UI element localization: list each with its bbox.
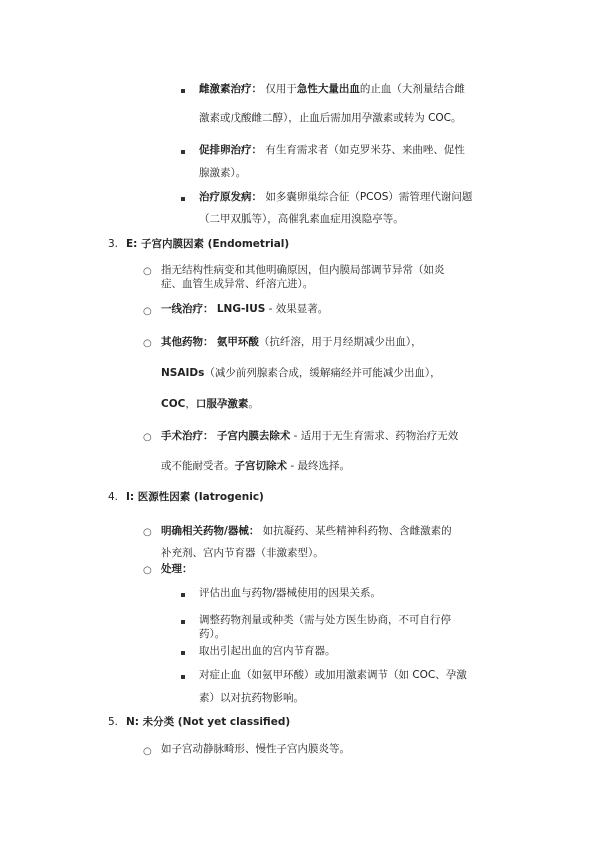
sub-item: 评估出血与药物/器械使用的因果关系。 bbox=[199, 587, 382, 599]
item-text: 如抗凝药、某些精神科药物、含雌激素的 bbox=[262, 525, 452, 537]
item-emphasis: 子宫内膜去除术 bbox=[216, 430, 291, 442]
bullet-square-icon bbox=[181, 651, 185, 655]
section-heading-unclassified: N: 未分类 (Not yet classified) bbox=[126, 716, 291, 728]
paragraph: 如子宫动静脉畸形、慢性子宫内膜炎等。 bbox=[161, 743, 350, 755]
list-item-continuation: 腺激素）。 bbox=[199, 167, 247, 179]
item-emphasis: 子宫切除术 bbox=[234, 460, 287, 472]
section-heading-endometrial: E: 子宫内膜因素 (Endometrial) bbox=[126, 238, 290, 250]
paragraph-continuation: 症、血管生成异常、纤溶亢进）。 bbox=[161, 278, 314, 290]
item-emphasis: 口服孕激素 bbox=[195, 398, 249, 410]
item-text: - 最终选择。 bbox=[287, 460, 350, 472]
item-emphasis: 急性大量出血 bbox=[296, 83, 360, 95]
sub-item-continuation: 药）。 bbox=[199, 628, 226, 640]
item-text: （抗纤溶，用于月经期减少出血）， bbox=[258, 336, 422, 348]
paragraph: 指无结构性病变和其他明确原因，但内膜局部调节异常（如炎 bbox=[161, 264, 445, 276]
item-text: - 效果显著。 bbox=[265, 303, 329, 315]
surgical-treatment-continuation bbox=[161, 459, 350, 473]
section-heading-iatrogenic: I: 医源性因素 (Iatrogenic) bbox=[126, 491, 264, 503]
item-label: 治疗原发病： bbox=[199, 191, 262, 203]
other-drugs-continuation bbox=[161, 366, 441, 380]
bullet-square-icon bbox=[181, 150, 185, 154]
item-label: 一线治疗： bbox=[161, 303, 214, 315]
bullet-circle-icon: ○ bbox=[143, 527, 152, 538]
item-label: 明确相关药物/器械： bbox=[161, 525, 260, 537]
bullet-square-icon bbox=[181, 197, 185, 201]
bullet-circle-icon: ○ bbox=[143, 266, 152, 277]
item-text: 有生育需求者（如克罗米芬、来曲唑、促性 bbox=[265, 144, 465, 156]
list-item-estrogen bbox=[199, 82, 465, 96]
sub-item: 调整药物剂量或种类（需与处方医生协商，不可自行停 bbox=[199, 614, 451, 626]
item-text: （减少前列腺素合成，缓解痛经并可能减少出血）， bbox=[204, 367, 441, 379]
management-label: 处理： bbox=[161, 563, 193, 575]
sub-item: 对症止血（如氨甲环酸）或加用激素调节（如 COC、孕激 bbox=[199, 669, 467, 681]
item-text: 。 bbox=[248, 398, 259, 410]
sub-item: 取出引起出血的宫内节育器。 bbox=[199, 645, 336, 657]
bullet-circle-icon: ○ bbox=[143, 746, 152, 757]
list-item-primary-disease bbox=[199, 190, 472, 204]
item-text: - 适用于无生育需求、药物治疗无效 bbox=[290, 430, 459, 442]
other-drugs bbox=[161, 335, 422, 349]
item-text: ， bbox=[185, 398, 196, 410]
item-label: 其他药物： bbox=[161, 336, 214, 348]
section-number: 5. bbox=[108, 716, 119, 728]
list-item-continuation: 激素或戊酸雌二醇），止血后需加用孕激素或转为 COC。 bbox=[199, 112, 462, 124]
bullet-circle-icon: ○ bbox=[143, 565, 152, 576]
item-text: 仅用于 bbox=[265, 83, 297, 95]
item-label: 雌激素治疗： bbox=[199, 83, 262, 95]
bullet-square-icon bbox=[181, 675, 185, 679]
item-label: 促排卵治疗： bbox=[199, 144, 262, 156]
item-emphasis: NSAIDs bbox=[161, 367, 205, 379]
item-emphasis: COC bbox=[161, 398, 186, 410]
bullet-circle-icon: ○ bbox=[143, 306, 152, 317]
bullet-circle-icon: ○ bbox=[143, 338, 152, 349]
section-number: 4. bbox=[108, 491, 119, 503]
first-line-treatment bbox=[161, 302, 328, 316]
sub-item-continuation: 素）以对抗药物影响。 bbox=[199, 692, 304, 704]
list-item-continuation: （二甲双胍等），高催乳素血症用溴隐亭等。 bbox=[199, 213, 404, 225]
item-label: 手术治疗： bbox=[161, 430, 214, 442]
section-number: 3. bbox=[108, 238, 119, 250]
item-text: 如多囊卵巢综合征（PCOS）需管理代谢问题 bbox=[265, 191, 473, 203]
list-item-ovulation bbox=[199, 143, 465, 157]
bullet-square-icon bbox=[181, 620, 185, 624]
surgical-treatment bbox=[161, 429, 458, 443]
item-text: 或不能耐受者。 bbox=[161, 460, 235, 472]
item-emphasis: 氨甲环酸 bbox=[216, 336, 259, 348]
bullet-square-icon bbox=[181, 593, 185, 597]
bullet-square-icon bbox=[181, 89, 185, 93]
item-text: 的止血（大剂量结合雌 bbox=[359, 83, 465, 95]
related-drugs-continuation: 补充剂、宫内节育器（非激素型）。 bbox=[161, 547, 324, 559]
bullet-circle-icon: ○ bbox=[143, 432, 152, 443]
other-drugs-continuation bbox=[161, 397, 259, 411]
related-drugs bbox=[161, 524, 452, 538]
item-emphasis: LNG-IUS bbox=[216, 303, 266, 315]
